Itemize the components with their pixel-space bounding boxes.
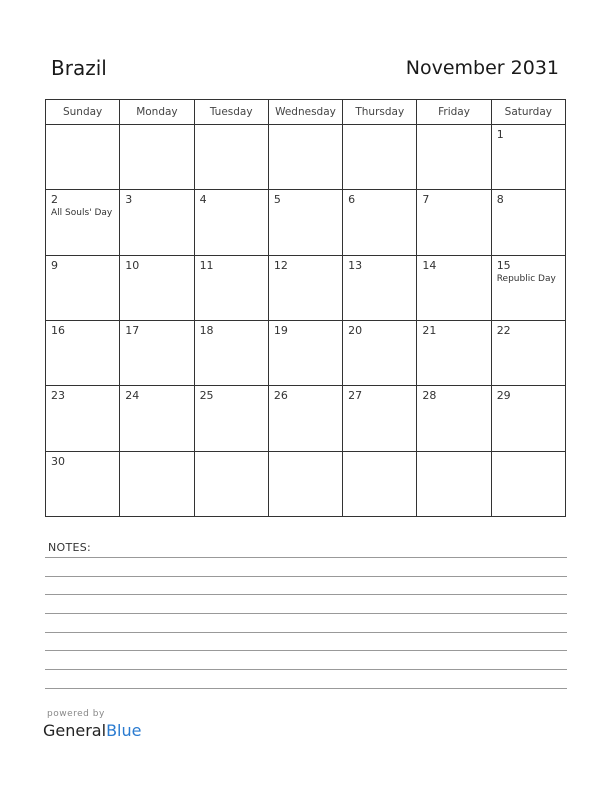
day-number: 14 bbox=[422, 258, 437, 272]
calendar-day-cell bbox=[491, 190, 565, 255]
weekday-header: Wednesday bbox=[268, 100, 342, 125]
holiday-label: Republic Day bbox=[496, 273, 556, 284]
day-number: 30 bbox=[51, 454, 65, 468]
day-number: 6 bbox=[348, 193, 356, 207]
calendar-week-row bbox=[46, 190, 566, 255]
country-title: Brazil bbox=[51, 56, 107, 80]
calendar-day-cell bbox=[417, 386, 491, 451]
day-number: 23 bbox=[51, 389, 65, 403]
brand-part-blue: Blue bbox=[106, 721, 142, 740]
calendar-day-cell bbox=[491, 451, 565, 516]
calendar-day-cell bbox=[46, 125, 120, 190]
calendar-day-cell bbox=[417, 125, 491, 190]
note-line bbox=[45, 688, 567, 689]
calendar-day-cell bbox=[120, 255, 194, 320]
calendar-day-cell bbox=[491, 320, 565, 385]
day-number: 2 bbox=[51, 193, 58, 207]
note-line bbox=[45, 557, 567, 558]
calendar-day-cell bbox=[343, 451, 417, 516]
day-number: 20 bbox=[348, 323, 363, 337]
calendar-day-cell bbox=[120, 386, 194, 451]
calendar-day-cell bbox=[491, 386, 565, 451]
calendar-day-cell bbox=[343, 255, 417, 320]
day-number: 9 bbox=[51, 258, 58, 272]
note-line bbox=[45, 650, 567, 651]
day-number: 29 bbox=[496, 389, 511, 403]
calendar-day-cell bbox=[268, 386, 342, 451]
day-number: 25 bbox=[199, 389, 214, 403]
calendar-week-row bbox=[46, 451, 566, 516]
day-number: 24 bbox=[125, 389, 140, 403]
day-number: 17 bbox=[125, 323, 140, 337]
calendar-day-cell bbox=[46, 386, 120, 451]
powered-by-text: powered by bbox=[47, 709, 105, 719]
calendar-day-cell bbox=[194, 386, 268, 451]
calendar-day-cell bbox=[268, 255, 342, 320]
calendar-week-row bbox=[46, 386, 566, 451]
weekday-header: Thursday bbox=[343, 100, 417, 125]
day-number: 28 bbox=[422, 389, 437, 403]
day-number: 26 bbox=[273, 389, 288, 403]
calendar-day-cell bbox=[120, 451, 194, 516]
day-number: 4 bbox=[199, 193, 207, 207]
calendar-day-cell bbox=[194, 451, 268, 516]
calendar-day-cell bbox=[343, 386, 417, 451]
calendar-grid bbox=[45, 99, 566, 517]
day-number: 16 bbox=[51, 323, 65, 337]
calendar-day-cell bbox=[194, 255, 268, 320]
note-line bbox=[45, 594, 567, 595]
brand-part-general: General bbox=[43, 721, 107, 740]
weekday-header: Sunday bbox=[46, 100, 120, 125]
day-number: 27 bbox=[348, 389, 363, 403]
day-number: 8 bbox=[496, 193, 504, 207]
weekday-header: Friday bbox=[417, 100, 491, 125]
note-line bbox=[45, 576, 567, 577]
calendar-week-row bbox=[46, 125, 566, 190]
calendar-day-cell bbox=[46, 451, 120, 516]
calendar-day-cell bbox=[491, 255, 565, 320]
calendar-day-cell bbox=[46, 190, 120, 255]
calendar-week-row bbox=[46, 255, 566, 320]
calendar-day-cell bbox=[343, 190, 417, 255]
calendar-day-cell bbox=[491, 125, 565, 190]
day-number: 1 bbox=[496, 128, 504, 141]
note-line bbox=[45, 632, 567, 633]
generalblue-logo bbox=[43, 721, 141, 740]
holiday-label: All Souls' Day bbox=[51, 208, 113, 219]
day-number: 21 bbox=[422, 323, 437, 337]
day-number: 3 bbox=[125, 193, 133, 207]
note-line bbox=[45, 669, 567, 670]
note-line bbox=[45, 613, 567, 614]
day-number: 18 bbox=[199, 323, 214, 337]
calendar-day-cell bbox=[268, 125, 342, 190]
calendar-day-cell bbox=[268, 320, 342, 385]
calendar-day-cell bbox=[417, 255, 491, 320]
weekday-header: Tuesday bbox=[194, 100, 268, 125]
calendar-week-row bbox=[46, 320, 566, 385]
calendar-day-cell bbox=[120, 320, 194, 385]
day-number: 13 bbox=[348, 258, 363, 272]
day-number: 22 bbox=[496, 323, 511, 337]
calendar-day-cell bbox=[343, 320, 417, 385]
notes-label: NOTES: bbox=[48, 541, 92, 554]
day-number: 19 bbox=[273, 323, 288, 337]
calendar-day-cell bbox=[120, 190, 194, 255]
month-year-title: November 2031 bbox=[405, 57, 559, 79]
weekday-header-row bbox=[46, 100, 566, 125]
calendar-day-cell bbox=[343, 125, 417, 190]
weekday-header: Saturday bbox=[491, 100, 565, 125]
day-number: 12 bbox=[273, 258, 288, 272]
day-number: 7 bbox=[422, 193, 430, 207]
calendar-day-cell bbox=[194, 190, 268, 255]
calendar-day-cell bbox=[194, 320, 268, 385]
calendar-day-cell bbox=[194, 125, 268, 190]
weekday-header: Monday bbox=[120, 100, 194, 125]
day-number: 10 bbox=[125, 258, 140, 272]
day-number: 11 bbox=[199, 258, 214, 272]
day-number: 15 bbox=[496, 258, 511, 272]
calendar-day-cell bbox=[417, 451, 491, 516]
day-number: 5 bbox=[273, 193, 281, 207]
calendar-day-cell bbox=[120, 125, 194, 190]
calendar-day-cell bbox=[268, 190, 342, 255]
calendar-day-cell bbox=[46, 320, 120, 385]
calendar-day-cell bbox=[46, 255, 120, 320]
calendar-day-cell bbox=[417, 320, 491, 385]
calendar-day-cell bbox=[268, 451, 342, 516]
calendar-day-cell bbox=[417, 190, 491, 255]
